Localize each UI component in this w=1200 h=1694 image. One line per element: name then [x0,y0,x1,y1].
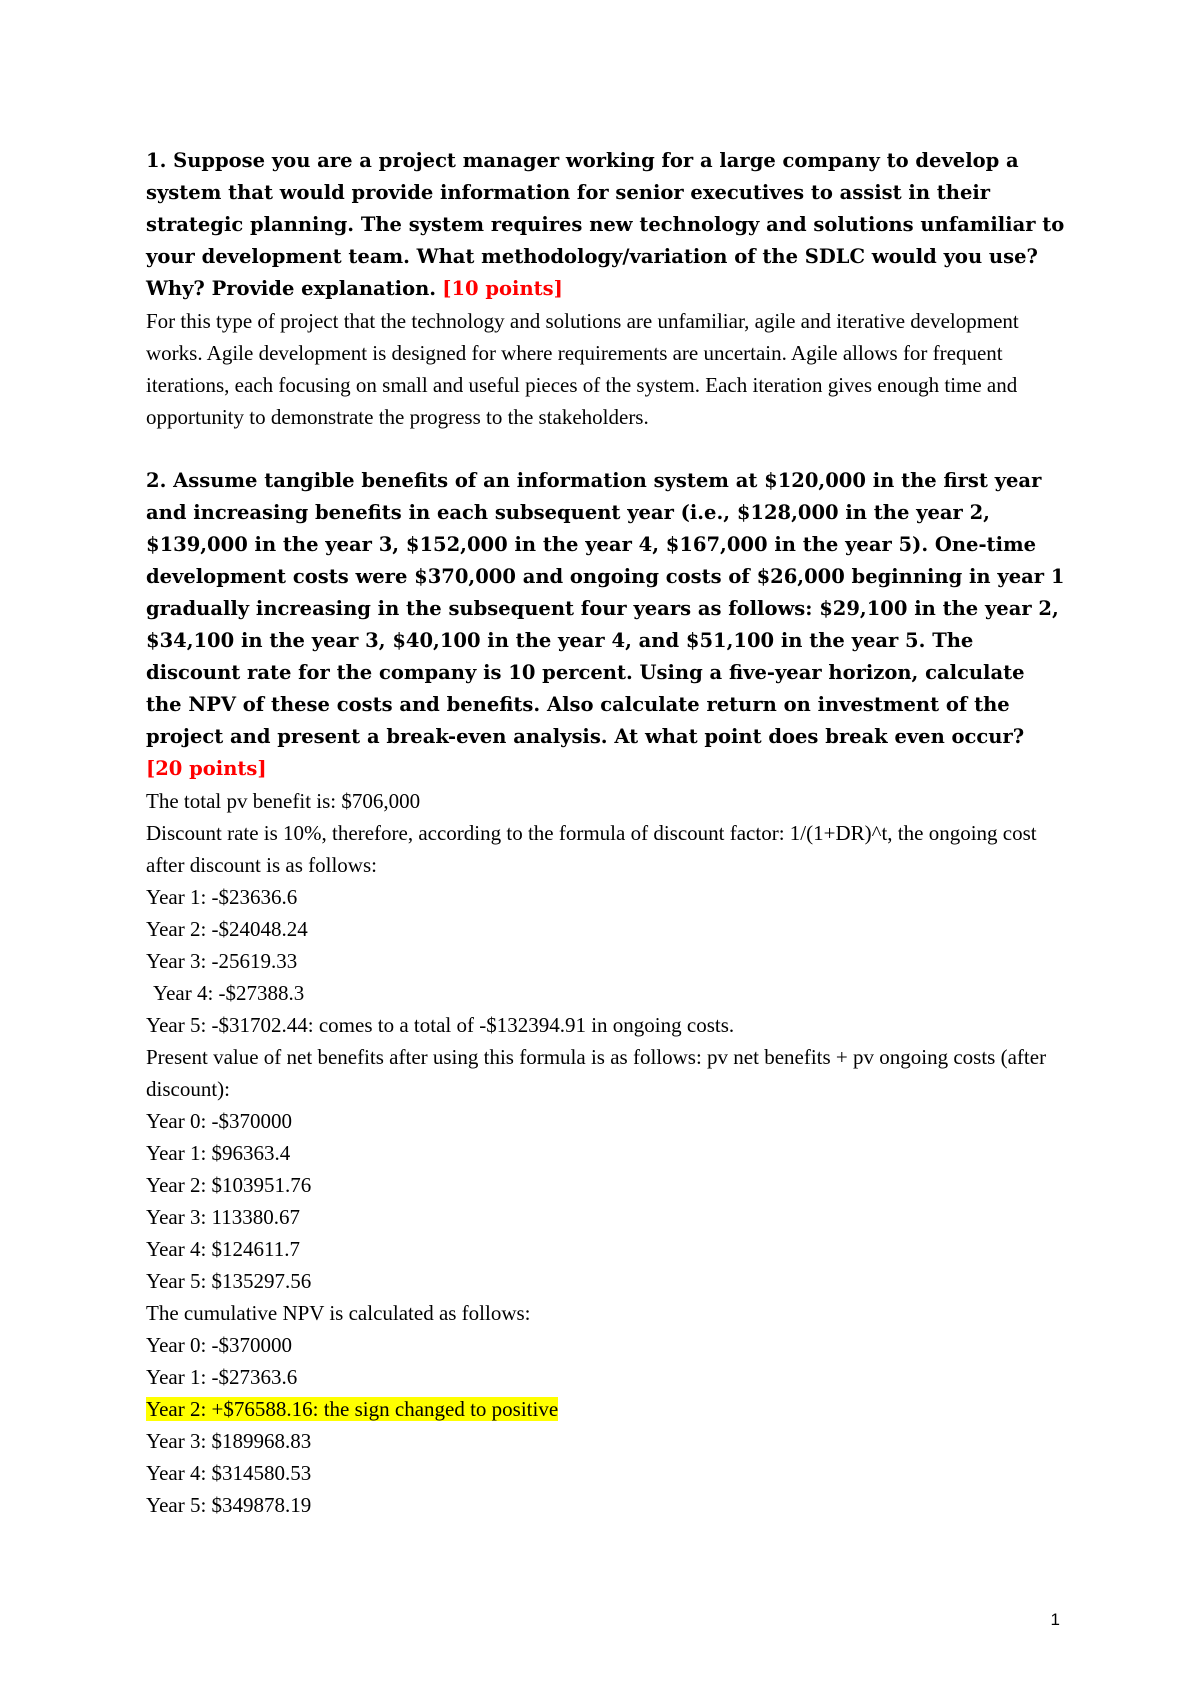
question-1 [146,145,1066,305]
list-item: Year 2: $103951.76 [146,1173,312,1197]
document-body [146,145,1066,1521]
total-pv-benefit: The total pv benefit is: $706,000 [146,789,421,813]
page-number: 1 [1050,1610,1060,1629]
list-item: Year 5: -$31702.44: comes to a total of -$132394.91 in ongoing costs. [146,1013,735,1037]
list-item: Year 0: -$370000 [146,1109,293,1133]
list-item: Year 1: $96363.4 [146,1141,291,1165]
cumulative-npv-list [146,1329,1066,1521]
question-1-points: [10 points] [442,277,563,300]
list-item: Year 4: $314580.53 [146,1461,312,1485]
list-item: Year 3: 113380.67 [146,1205,301,1229]
answer-1: For this type of project that the technology and solutions are unfamiliar, agile and iterative development works. Agile development is designed for where requirements are uncertain. Agile allows for frequent iterations, each focusing on small and useful pieces of the system. Each iteration gives enough time and opportunity to demonstrate the progress to the stakeholders. [146,309,1019,429]
highlight-text: Year 2: +$76588.16: the sign changed to positive [146,1397,559,1421]
paragraph-gap [146,433,1066,465]
list-item: Year 0: -$370000 [146,1333,293,1357]
list-item: Year 2: -$24048.24 [146,917,308,941]
list-item: Year 3: -25619.33 [146,949,298,973]
answer-2 [146,785,1066,1521]
list-item: Year 4: $124611.7 [146,1237,301,1261]
list-item: Year 3: $189968.83 [146,1429,312,1453]
net-benefits-list [146,1105,1066,1297]
question-2-text: 2. Assume tangible benefits of an information system at $120,000 in the first year and increasing benefits in each subsequent year (i.e., $128,000 in the year 2, $139,000 in the year 3, $152,000 in the year 4, $167,000 in the year 5). One-time development costs were $370,000 and ongoing costs of $26,000 beginning in year 1 gradually increasing in the subsequent four years as follows: $29,100 in the year 2, $34,100 in the year 3, $40,100 in the year 4, and $51,100 in the year 5. The discount rate for the company is 10 percent. Using a five-year horizon, calculate the NPV of these costs and benefits. Also calculate return on investment of the project and present a break-even analysis. At what point does break even occur? [146,469,1065,748]
list-item: Year 1: -$27363.6 [146,1365,298,1389]
question-1-text: 1. Suppose you are a project manager working for a large company to develop a system that would provide information for senior executives to assist in their strategic planning. The system requires new technology and solutions unfamiliar to your development team. What methodology/variation of the SDLC would you use? Why? Provide explanation. [146,149,1065,300]
list-item: Year 1: -$23636.6 [146,885,298,909]
list-item: Year 4: -$27388.3 [153,981,305,1005]
list-item: Year 5: $135297.56 [146,1269,312,1293]
ongoing-costs-list [146,881,1066,1041]
highlighted-break-even-line [146,1393,1066,1425]
discount-intro: Discount rate is 10%, therefore, according to the formula of discount factor: 1/(1+DR)^t, the ongoing cost after discount is as follows: [146,821,1037,877]
cumulative-intro: The cumulative NPV is calculated as follows: [146,1301,531,1325]
net-benefits-intro: Present value of net benefits after using this formula is as follows: pv net benefits + pv ongoing costs (after discount): [146,1045,1047,1101]
list-item: Year 5: $349878.19 [146,1493,312,1517]
question-2 [146,465,1066,785]
question-2-points: [20 points] [146,757,267,780]
